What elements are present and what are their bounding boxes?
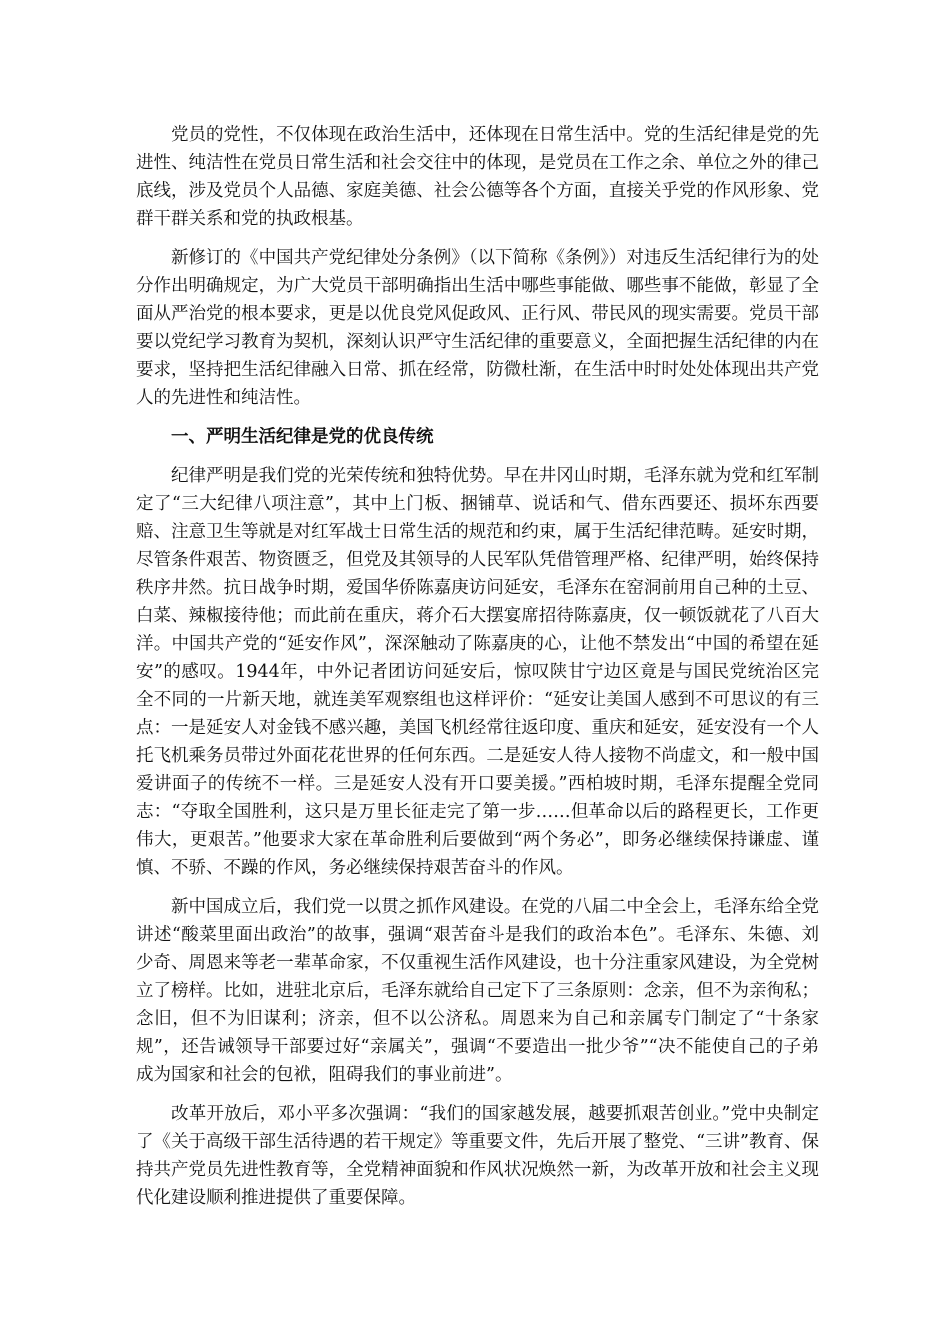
- section-heading: 一、严明生活纪律是党的优良传统: [171, 427, 434, 447]
- intro-paragraph-1: 党员的党性，不仅体现在政治生活中，还体现在日常生活中。党的生活纪律是党的先进性、纯洁性在党员日常生活和社会交往中的体现，是党员在工作之余、单位之外的律己底线，涉及党员个人品德、家庭美德、社会公德等各个方面，直接关乎党的作风形象、党群干群关系和党的执政根基。: [136, 125, 819, 229]
- section-paragraph-1: 纪律严明是我们党的光荣传统和独特优势。早在井冈山时期，毛泽东就为党和红军制定了“三大纪律八项注意”，其中上门板、捆铺草、说话和气、借东西要还、损坏东西要赔、注意卫生等就是对红军战士日常生活的规范和约束，属于生活纪律范畴。延安时期，尽管条件艰苦、物资匮乏，但党及其领导的人民军队凭借管理严格、纪律严明，始终保持秩序井然。抗日战争时期，爱国华侨陈嘉庚访问延安，毛泽东在窑洞前用自己种的土豆、白菜、辣椒接待他；而此前在重庆，蒋介石大摆宴席招待陈嘉庚，仅一顿饭就花了八百大洋。中国共产党的“延安作风”，深深触动了陈嘉庚的心，让他不禁发出“中国的希望在延安”的感叹。1944年，中外记者团访问延安后，惊叹陕甘宁边区竟是与国民党统治区完全不同的一片新天地，就连美军观察组也这样评价：“延安让美国人感到不可思议的有三点：一是延安人对金钱不感兴趣，美国飞机经常往返印度、重庆和延安，延安没有一个人托飞机乘务员带过外面花花世界的任何东西。二是延安人待人接物不尚虚文，和一般中国爱讲面子的传统不一样。三是延安人没有开口要美援。”西柏坡时期，毛泽东提醒全党同志：“夺取全国胜利，这只是万里长征走完了第一步……但革命以后的路程更长，工作更伟大，更艰苦。”他要求大家在革命胜利后要做到“两个务必”，即务必继续保持谦虚、谨慎、不骄、不躁的作风，务必继续保持艰苦奋斗的作风。: [136, 466, 819, 878]
- intro-paragraph-2: 新修订的《中国共产党纪律处分条例》（以下简称《条例》）对违反生活纪律行为的处分作出明确规定，为广大党员干部明确指出生活中哪些事能做、哪些事不能做，彰显了全面从严治党的根本要求，更是以优良党风促政风、正行风、带民风的现实需要。党员干部要以党纪学习教育为契机，深刻认识严守生活纪律的重要意义，全面把握生活纪律的内在要求，坚持把生活纪律融入日常、抓在经常，防微杜渐，在生活中时时处处体现出共产党人的先进性和纯洁性。: [136, 248, 819, 408]
- section-paragraph-2: 新中国成立后，我们党一以贯之抓作风建设。在党的八届二中全会上，毛泽东给全党讲述“酸菜里面出政治”的故事，强调“艰苦奋斗是我们的政治本色”。毛泽东、朱德、刘少奇、周恩来等老一辈革命家，不仅重视生活作风建设，也十分注重家风建设，为全党树立了榜样。比如，进驻北京后，毛泽东就给自己定下了三条原则：念亲，但不为亲徇私；念旧，但不为旧谋利；济亲，但不以公济私。周恩来为自己和亲属专门制定了“十条家规”，还告诫领导干部要过好“亲属关”，强调“不要造出一批少爷”“决不能使自己的子弟成为国家和社会的包袱，阻碍我们的事业前进”。: [136, 897, 819, 1085]
- section-paragraph-3: 改革开放后，邓小平多次强调：“我们的国家越发展，越要抓艰苦创业。”党中央制定了《关于高级干部生活待遇的若干规定》等重要文件，先后开展了整党、“三讲”教育、保持共产党员先进性教育等，全党精神面貌和作风状况焕然一新，为改革开放和社会主义现代化建设顺利推进提供了重要保障。: [136, 1104, 819, 1208]
- document-page: [136, 121, 819, 1223]
